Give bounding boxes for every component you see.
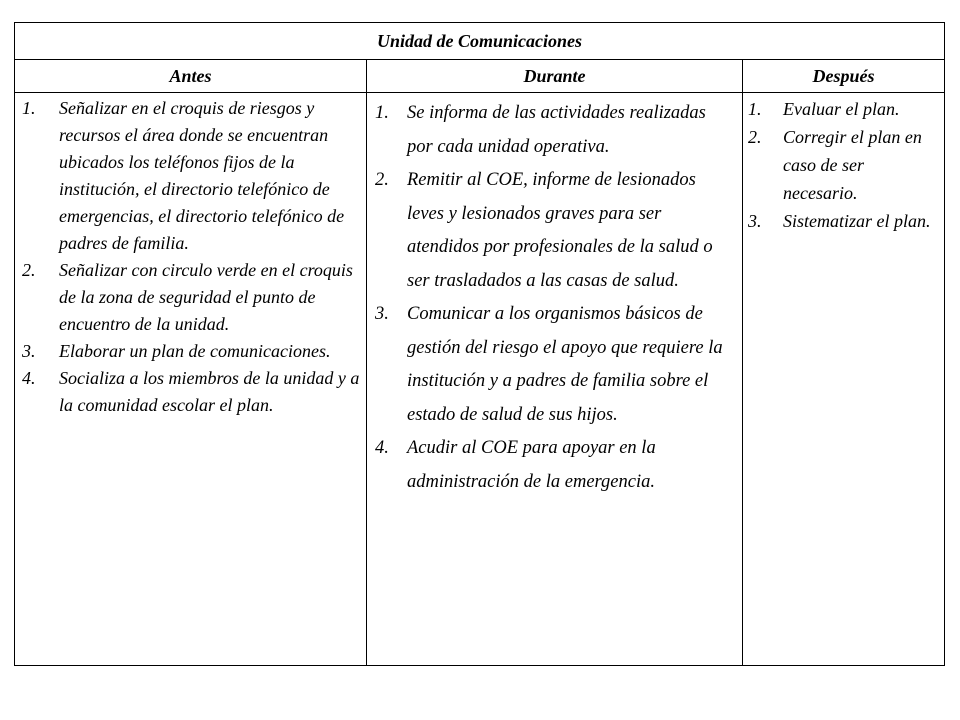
item-number: 1. [748,99,762,119]
list-item [367,298,736,432]
list-item [15,338,360,365]
item-text: Señalizar con circulo verde en el croquis de la zona de seguridad el punto de encuentro de la unidad. [59,260,353,334]
item-text: Remitir al COE, informe de lesionados leves y lesionados graves para ser atendidos por profesionales de la salud o ser trasladados a las casas de salud. [407,170,713,291]
item-text: Se informa de las actividades realizadas por cada unidad operativa. [407,103,706,157]
item-number: 4. [375,438,389,458]
list-item [743,207,940,235]
item-number: 2. [375,170,389,190]
item-text: Señalizar en el croquis de riesgos y recursos el área donde se encuentran ubicados los teléfonos fijos de la institución, el directorio telefónico de emergencias, el directorio telefónico de padres de familia. [59,98,345,253]
item-number: 3. [748,211,762,231]
item-text: Elaborar un plan de comunicaciones. [59,341,331,361]
header-durante: Durante [367,60,743,92]
list-item [367,164,736,298]
cell-durante [367,93,743,665]
antes-list [15,93,366,419]
list-item [15,257,360,338]
cell-despues [743,93,944,665]
item-text: Acudir al COE para apoyar en la administración de la emergencia. [407,438,656,492]
table-header-row [15,60,944,93]
list-item [367,432,736,499]
item-number: 1. [22,98,36,118]
list-item [15,95,360,257]
item-number: 4. [22,368,36,388]
durante-list [367,93,742,499]
communications-plan-table [14,22,945,666]
item-number: 2. [22,260,36,280]
item-text: Evaluar el plan. [783,99,900,119]
list-item [367,97,736,164]
table-title: Unidad de Comunicaciones [15,23,944,60]
item-text: Comunicar a los organismos básicos de gestión del riesgo el apoyo que requiere la institución y a padres de familia sobre el estado de salud de sus hijos. [407,304,723,425]
despues-list [743,93,944,235]
item-text: Socializa a los miembros de la unidad y a la comunidad escolar el plan. [59,368,360,415]
item-number: 1. [375,103,389,123]
list-item [15,365,360,419]
item-text: Corregir el plan en caso de ser necesario. [783,127,922,203]
list-item [743,95,940,123]
list-item [743,123,940,207]
table-body-row [15,93,944,665]
item-number: 3. [375,304,389,324]
item-text: Sistematizar el plan. [783,211,931,231]
header-despues: Después [812,66,875,86]
item-number: 2. [748,127,762,147]
item-number: 3. [22,341,36,361]
header-antes: Antes [15,60,367,92]
cell-antes [15,93,367,665]
